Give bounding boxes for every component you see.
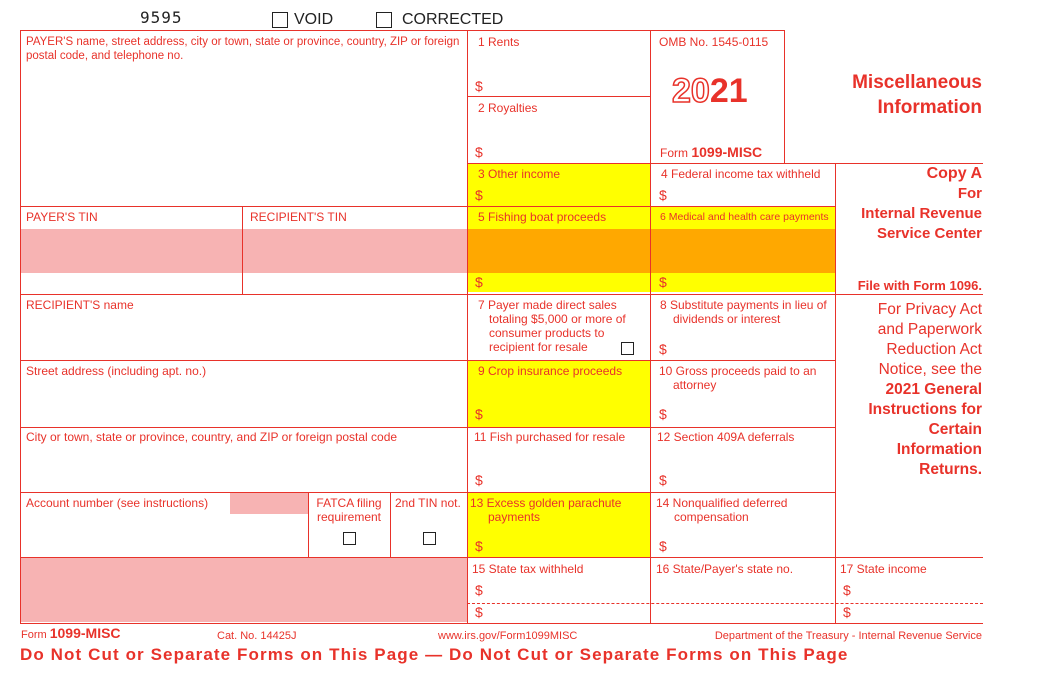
box14-line2: compensation <box>674 510 749 524</box>
box8-dollar[interactable]: $ <box>659 341 667 357</box>
box14-line1: 14 Nonqualified deferred <box>656 496 788 510</box>
box10-line1: 10 Gross proceeds paid to an <box>659 364 817 378</box>
box5-6-highlight <box>468 229 835 273</box>
recipient-tin-label: RECIPIENT'S TIN <box>250 210 347 224</box>
box6-dollar-highlight <box>651 273 835 292</box>
tax-year-suffix: 21 <box>709 72 748 110</box>
privacy-line3: Reduction Act <box>886 341 982 358</box>
fatca-label <box>309 496 389 524</box>
box8-label <box>660 298 827 326</box>
catalog-number: Cat. No. 14425J <box>217 630 297 642</box>
box6-label: 6 Medical and health care payments <box>660 211 829 223</box>
tax-year <box>672 72 748 111</box>
privacy-notice <box>868 300 982 480</box>
box7-line3: consumer products to <box>489 326 605 340</box>
box10-label <box>659 364 816 392</box>
footer-form-name: 1099-MISC <box>49 625 121 641</box>
box16-label: 16 State/Payer's state no. <box>656 562 794 576</box>
box8-line2: dividends or interest <box>673 312 781 326</box>
box15-dollar-2[interactable]: $ <box>475 604 483 620</box>
fatca-line2: requirement <box>316 510 382 524</box>
file-with-1096: File with Form 1096. <box>857 278 982 293</box>
do-not-cut-warning: Do Not Cut or Separate Forms on This Page — Do Not Cut or Separate Forms on This Page <box>20 645 849 664</box>
form-id-name: 1099-MISC <box>691 144 763 160</box>
box7-line1: 7 Payer made direct sales <box>478 298 617 312</box>
payer-tin-shade <box>21 229 242 273</box>
box4-dollar[interactable]: $ <box>659 187 667 203</box>
box13-dollar[interactable]: $ <box>475 538 483 554</box>
omb-number: OMB No. 1545-0115 <box>659 35 769 49</box>
city-field[interactable] <box>22 446 466 490</box>
payer-tin-label: PAYER'S TIN <box>26 210 98 224</box>
recipient-name-field[interactable] <box>22 314 466 358</box>
privacy-line1: For Privacy Act <box>877 301 982 318</box>
irs-url[interactable]: www.irs.gov/Form1099MISC <box>438 630 578 642</box>
privacy-line8: Information <box>896 441 982 458</box>
box11-label: 11 Fish purchased for resale <box>474 430 626 444</box>
copy-a-label: Copy A <box>926 165 982 182</box>
privacy-line7: Certain <box>928 421 982 438</box>
box10-dollar[interactable]: $ <box>659 406 667 422</box>
footer-form-prefix: Form <box>21 629 50 641</box>
fatca-checkbox[interactable] <box>343 532 356 545</box>
street-label: Street address (including apt. no.) <box>26 364 207 378</box>
box13-line1: 13 Excess golden parachute <box>470 496 622 510</box>
box16-field[interactable] <box>652 578 834 622</box>
form-title-line2: Information <box>877 97 982 118</box>
box10-line2: attorney <box>673 378 717 392</box>
box7-line4: recipient for resale <box>489 340 588 354</box>
void-checkbox[interactable] <box>272 12 288 28</box>
box5-dollar-highlight <box>468 273 650 292</box>
copy-irs-2: Service Center <box>876 225 982 242</box>
box12-label: 12 Section 409A deferrals <box>657 430 795 444</box>
box7-checkbox[interactable] <box>621 342 634 355</box>
box5-label: 5 Fishing boat proceeds <box>478 210 607 224</box>
box13-line2: payments <box>488 510 541 524</box>
street-field[interactable] <box>22 380 466 425</box>
tax-year-prefix: 20 <box>672 72 710 110</box>
copy-for: For <box>957 185 982 202</box>
second-tin-label: 2nd TIN not. <box>395 496 461 510</box>
box1-dollar[interactable]: $ <box>475 78 483 94</box>
void-label: VOID <box>294 11 334 28</box>
box3-label: 3 Other income <box>478 167 561 181</box>
second-tin-checkbox[interactable] <box>423 532 436 545</box>
privacy-line6: Instructions for <box>868 401 982 418</box>
recipient-name-label: RECIPIENT'S name <box>26 298 134 312</box>
form-code: 9595 <box>140 8 183 27</box>
box2-dollar[interactable]: $ <box>475 144 483 160</box>
box4-label: 4 Federal income tax withheld <box>661 167 821 181</box>
recipient-tin-shade <box>243 229 467 273</box>
copy-irs-1: Internal Revenue <box>861 205 982 222</box>
form-id <box>660 144 762 160</box>
city-label: City or town, state or province, country, and ZIP or foreign postal code <box>26 430 398 444</box>
account-field[interactable] <box>22 514 306 556</box>
corrected-checkbox[interactable] <box>376 12 392 28</box>
box8-line1: 8 Substitute payments in lieu of <box>660 298 827 312</box>
box2-label: 2 Royalties <box>478 101 538 115</box>
box17-dollar-2[interactable]: $ <box>843 604 851 620</box>
box9-label: 9 Crop insurance proceeds <box>478 364 623 378</box>
box3-dollar[interactable]: $ <box>475 187 483 203</box>
account-label: Account number (see instructions) <box>26 496 209 510</box>
fatca-line1: FATCA filing <box>316 496 382 510</box>
box17-dollar-1[interactable]: $ <box>843 582 851 598</box>
box12-dollar[interactable]: $ <box>659 472 667 488</box>
footer-form-id <box>21 625 121 641</box>
privacy-line2: and Paperwork <box>877 321 982 338</box>
box1-label: 1 Rents <box>478 35 520 49</box>
box14-dollar[interactable]: $ <box>659 538 667 554</box>
form-title <box>852 70 982 120</box>
box6-dollar[interactable]: $ <box>659 274 667 290</box>
box15-label: 15 State tax withheld <box>472 562 584 576</box>
box13-label <box>470 496 621 524</box>
privacy-line4: Notice, see the <box>878 361 982 378</box>
privacy-line9: Returns. <box>919 461 982 478</box>
privacy-line5: 2021 General <box>885 381 982 398</box>
account-shade <box>230 493 308 514</box>
box14-label <box>656 496 787 524</box>
payer-info-label: PAYER'S name, street address, city or town, state or province, country, ZIP or foreign postal code, and telephone no. <box>26 36 460 62</box>
box7-line2: totaling $5,000 or more of <box>489 312 626 326</box>
form-title-line1: Miscellaneous <box>852 72 982 93</box>
box15-dollar-1[interactable]: $ <box>475 582 483 598</box>
form-id-prefix: Form <box>660 146 692 160</box>
box5-dollar[interactable]: $ <box>475 274 483 290</box>
copy-a-block <box>861 164 982 244</box>
state-area-shade <box>21 558 467 622</box>
box9-dollar[interactable]: $ <box>475 406 483 422</box>
box17-label: 17 State income <box>840 562 927 576</box>
box11-dollar[interactable]: $ <box>475 472 483 488</box>
corrected-label: CORRECTED <box>402 11 504 28</box>
payer-info-field[interactable] <box>22 66 466 204</box>
treasury-dept: Department of the Treasury - Internal Revenue Service <box>714 630 982 642</box>
